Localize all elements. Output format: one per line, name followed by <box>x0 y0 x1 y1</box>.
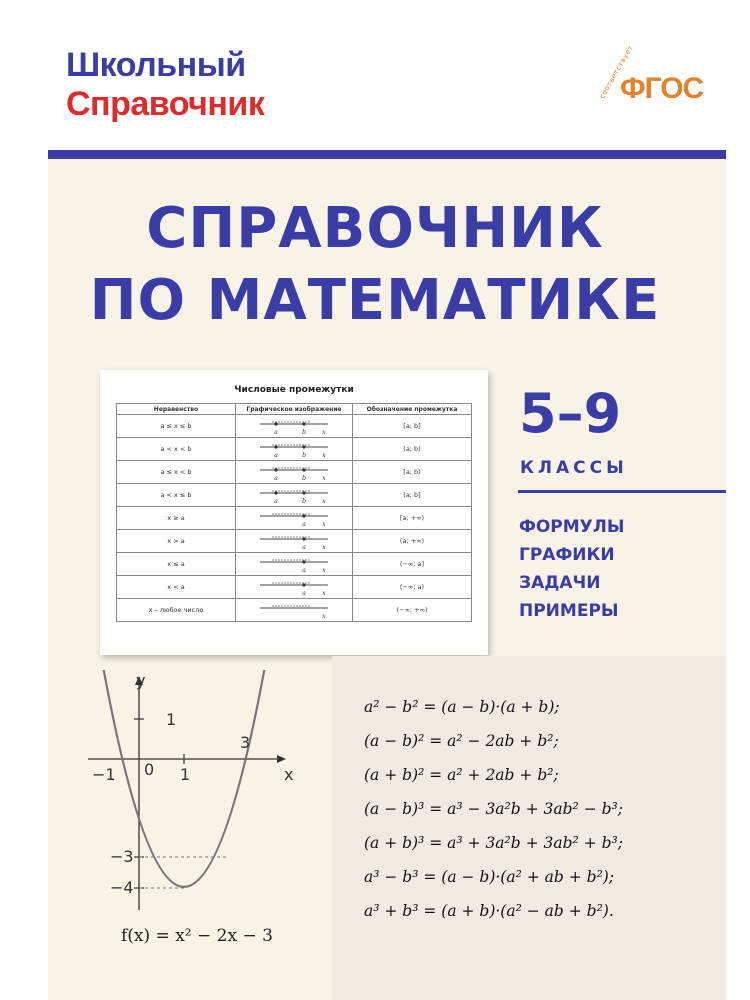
number-line-icon <box>254 531 334 551</box>
x-axis-label: x <box>284 765 294 784</box>
interval-inequality: a < x ≤ b <box>117 484 236 507</box>
intervals-card-title: Числовые промежутки <box>234 385 354 395</box>
tick-label-x1: 1 <box>180 765 191 784</box>
book-title-line-2: ПО МАТЕМАТИКЕ <box>89 268 661 333</box>
intervals-row <box>117 507 472 530</box>
interval-notation: [a; b] <box>353 415 472 438</box>
interval-inequality: x ≤ a <box>117 553 236 576</box>
col-header-inequality: Неравенство <box>117 404 236 415</box>
topic-formulas: ФОРМУЛЫ <box>519 517 625 537</box>
intervals-row <box>117 553 472 576</box>
formula-cube-diff: (a − b)³ = a³ − 3a²b + 3ab² − b³; <box>364 800 623 818</box>
formulas-list <box>364 690 623 928</box>
interval-notation: (a; b) <box>353 438 472 461</box>
intervals-table <box>116 403 472 622</box>
parabola-graph <box>88 670 318 920</box>
interval-inequality: x < a <box>117 576 236 599</box>
interval-graphic <box>236 438 353 461</box>
interval-inequality: a ≤ x ≤ b <box>117 415 236 438</box>
number-line-label: b <box>302 452 306 459</box>
intervals-row <box>117 576 472 599</box>
number-line-icon <box>254 416 334 436</box>
number-line-label: x <box>322 498 326 505</box>
intervals-row <box>117 415 472 438</box>
interval-graphic <box>236 599 353 622</box>
formula-cube-sum: (a + b)³ = a³ + 3a²b + 3ab² + b³; <box>364 834 623 852</box>
interval-graphic <box>236 484 353 507</box>
number-line-label: b <box>302 475 306 482</box>
series-line-1: Школьный <box>66 46 246 84</box>
interval-notation: (a; +∞) <box>353 530 472 553</box>
number-line-icon <box>254 508 334 528</box>
interval-graphic <box>236 576 353 599</box>
formula-square-sum: (a + b)² = a² + 2ab + b²; <box>364 766 559 784</box>
number-line-label: x <box>322 429 326 436</box>
number-line-icon <box>254 600 334 620</box>
col-header-notation: Обозначение промежутка <box>353 404 472 415</box>
book-title-line-1: СПРАВОЧНИК <box>146 196 604 261</box>
top-divider <box>48 150 726 159</box>
number-line-label: x <box>322 475 326 482</box>
interval-inequality: a ≤ x < b <box>117 461 236 484</box>
interval-inequality: x ≥ a <box>117 507 236 530</box>
col-header-graphic: Графическое изображение <box>236 404 353 415</box>
number-line-label: a <box>302 590 306 597</box>
interval-notation: (a; b] <box>353 484 472 507</box>
number-line-label: a <box>302 521 306 528</box>
fgos-badge <box>598 43 708 138</box>
number-line-icon <box>254 439 334 459</box>
interval-graphic <box>236 530 353 553</box>
number-line-label: x <box>322 613 326 620</box>
interval-notation: (−∞; a) <box>353 576 472 599</box>
number-line-label: x <box>322 544 326 551</box>
grade-label: КЛАССЫ <box>520 458 628 478</box>
intervals-row <box>117 530 472 553</box>
number-line-label: x <box>322 590 326 597</box>
tick-label-x3: 3 <box>240 733 251 752</box>
formula-sum-cubes: a³ + b³ = (a + b)·(a² − ab + b²). <box>364 902 614 920</box>
intervals-row <box>117 438 472 461</box>
number-line-label: a <box>274 429 278 436</box>
number-line-label: x <box>322 567 326 574</box>
tick-label-ym3: −3 <box>110 847 134 866</box>
interval-notation: [a; b) <box>353 461 472 484</box>
number-line-icon <box>254 462 334 482</box>
number-line-icon <box>254 554 334 574</box>
number-line-label: b <box>302 429 306 436</box>
number-line-label: a <box>302 544 306 551</box>
y-axis-label: y <box>136 671 146 690</box>
number-line-icon <box>254 577 334 597</box>
fgos-small-text: соответствует <box>598 43 635 100</box>
topics-divider <box>518 490 726 493</box>
number-line-label: a <box>302 567 306 574</box>
intervals-table-header <box>117 404 472 415</box>
interval-graphic <box>236 507 353 530</box>
number-line-icon <box>254 485 334 505</box>
interval-inequality: a < x < b <box>117 438 236 461</box>
origin-label: 0 <box>144 760 155 779</box>
topic-problems: ЗАДАЧИ <box>519 573 601 593</box>
formula-square-diff: (a − b)² = a² − 2ab + b²; <box>364 732 559 750</box>
number-line-label: x <box>322 521 326 528</box>
intervals-table-body <box>117 415 472 622</box>
interval-inequality: x – любое число <box>117 599 236 622</box>
intervals-row <box>117 484 472 507</box>
interval-graphic <box>236 415 353 438</box>
interval-notation: (−∞; a] <box>353 553 472 576</box>
fgos-text: ФГОС <box>620 72 704 105</box>
grade-range: 5–9 <box>519 382 622 445</box>
series-line-2: Справочник <box>66 85 265 123</box>
topic-examples: ПРИМЕРЫ <box>519 601 619 621</box>
interval-inequality: x > a <box>117 530 236 553</box>
tick-label-xm1: −1 <box>92 765 116 784</box>
number-line-label: a <box>274 475 278 482</box>
number-line-label: b <box>302 498 306 505</box>
formula-diff-squares: a² − b² = (a − b)·(a + b); <box>364 698 560 716</box>
topic-graphs: ГРАФИКИ <box>519 545 615 565</box>
formula-diff-cubes: a³ − b³ = (a − b)·(a² + ab + b²); <box>364 868 615 886</box>
tick-label-ym4: −4 <box>110 878 134 897</box>
interval-notation: (−∞; +∞) <box>353 599 472 622</box>
intervals-row <box>117 599 472 622</box>
number-line-label: a <box>274 452 278 459</box>
tick-label-y1: 1 <box>166 710 177 729</box>
function-label: f(x) = x² − 2x − 3 <box>121 926 273 946</box>
interval-graphic <box>236 461 353 484</box>
topics-list <box>519 513 625 625</box>
intervals-row <box>117 461 472 484</box>
interval-graphic <box>236 553 353 576</box>
series-logo <box>66 46 264 124</box>
number-line-label: a <box>274 498 278 505</box>
intervals-card <box>100 370 488 655</box>
interval-notation: [a; +∞) <box>353 507 472 530</box>
number-line-label: x <box>322 452 326 459</box>
